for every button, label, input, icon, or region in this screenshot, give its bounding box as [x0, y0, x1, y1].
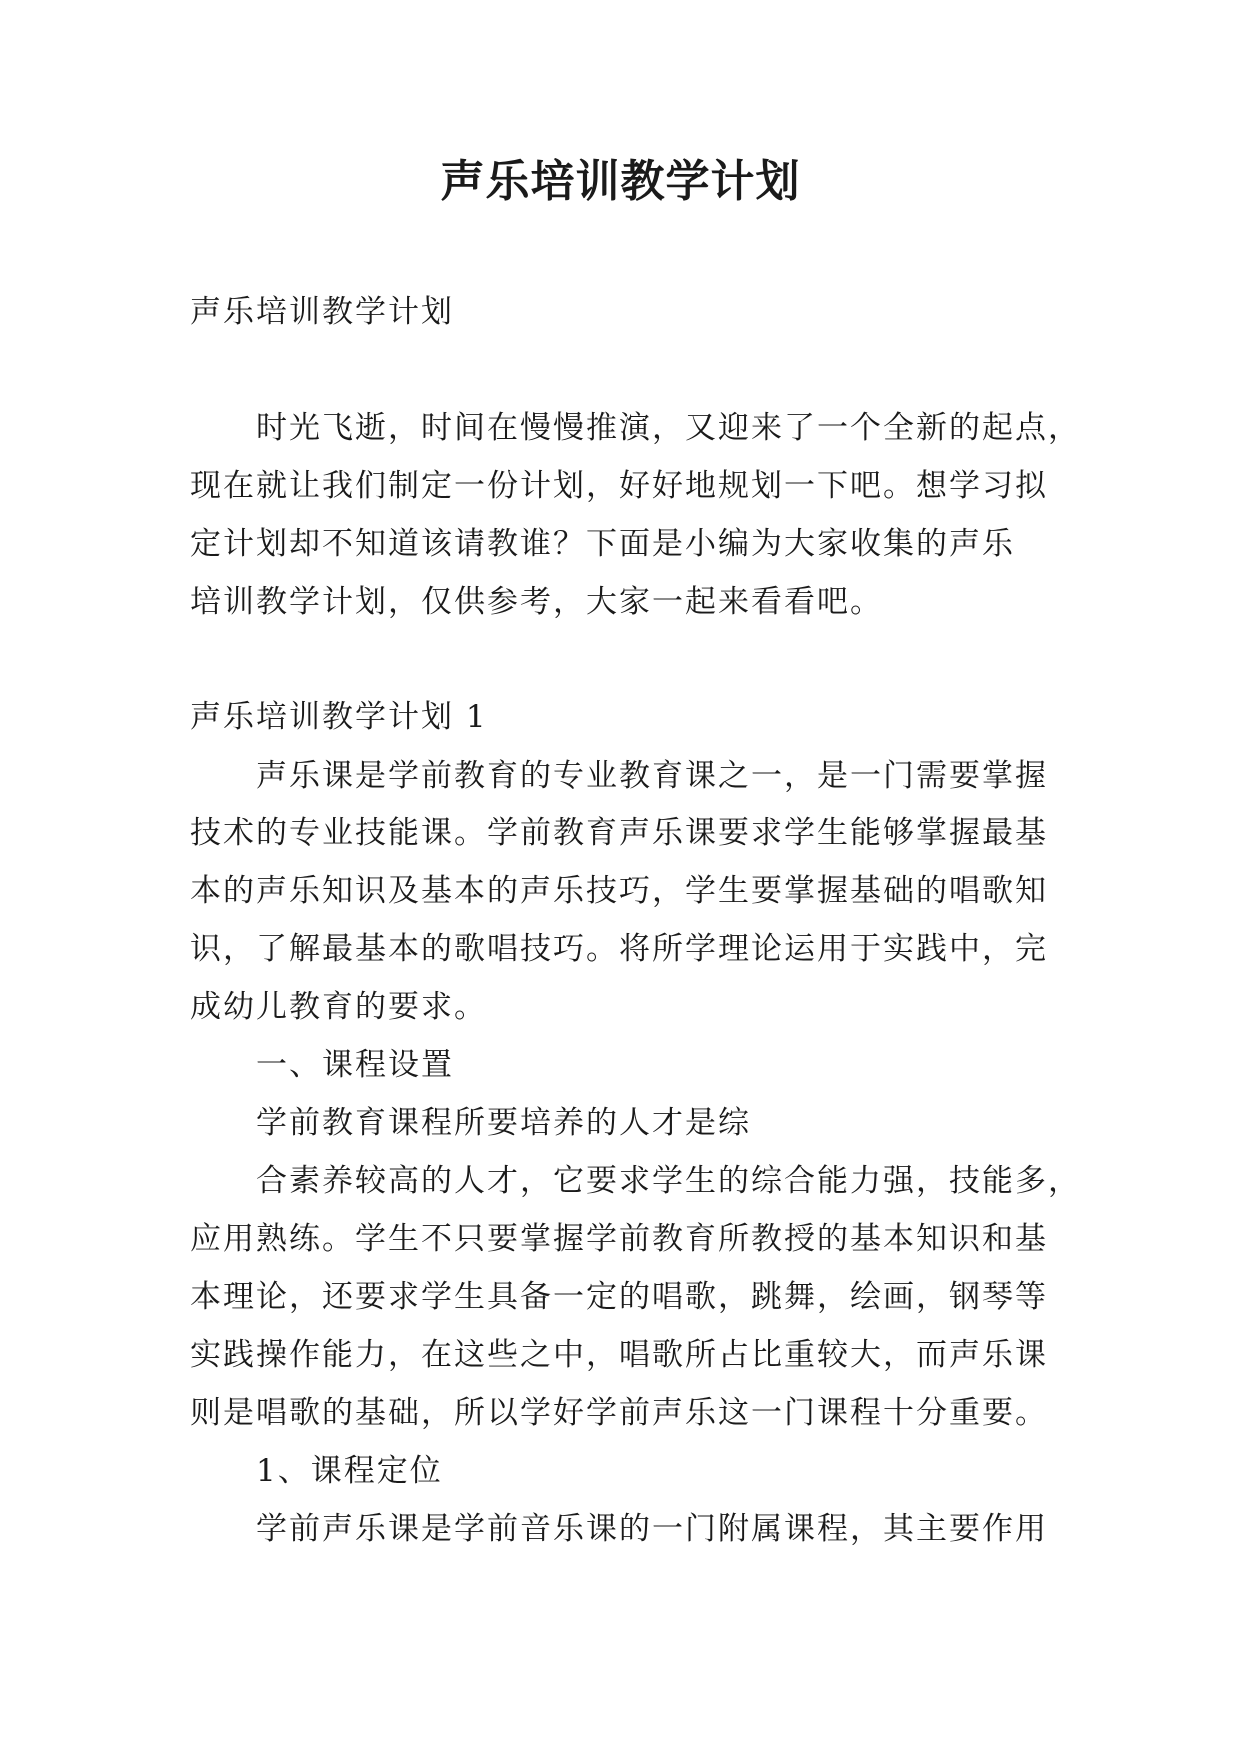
body-line: 识，了解最基本的歌唱技巧。将所学理论运用于实践中，完 — [190, 931, 1048, 967]
body-line: 则是唱歌的基础，所以学好学前声乐这一门课程十分重要。 — [190, 1395, 1048, 1431]
intro-line: 培训教学计划，仅供参考，大家一起来看看吧。 — [190, 584, 883, 620]
section-subheading: 1、课程定位 — [256, 1453, 443, 1489]
document-subtitle: 声乐培训教学计划 — [190, 294, 454, 330]
section-heading: 声乐培训教学计划 1 — [190, 699, 488, 735]
body-line: 声乐课是学前教育的专业教育课之一，是一门需要掌握 — [256, 758, 1048, 794]
section-subheading: 一、课程设置 — [256, 1047, 454, 1083]
body-line: 实践操作能力，在这些之中，唱歌所占比重较大，而声乐课 — [190, 1337, 1048, 1373]
body-line: 应用熟练。学生不只要掌握学前教育所教授的基本知识和基 — [190, 1221, 1048, 1257]
body-line: 合素养较高的人才，它要求学生的综合能力强，技能多， — [256, 1163, 1081, 1199]
body-line: 学前声乐课是学前音乐课的一门附属课程，其主要作用 — [256, 1511, 1048, 1547]
document-title: 声乐培训教学计划 — [440, 156, 801, 207]
body-line: 学前教育课程所要培养的人才是综 — [256, 1105, 751, 1141]
body-line: 本理论，还要求学生具备一定的唱歌，跳舞，绘画，钢琴等 — [190, 1279, 1048, 1315]
body-line: 技术的专业技能课。学前教育声乐课要求学生能够掌握最基 — [190, 815, 1048, 851]
body-line: 成幼儿教育的要求。 — [190, 989, 487, 1025]
intro-line: 现在就让我们制定一份计划，好好地规划一下吧。想学习拟 — [190, 468, 1048, 504]
intro-line: 时光飞逝，时间在慢慢推演，又迎来了一个全新的起点， — [256, 410, 1081, 446]
body-line: 本的声乐知识及基本的声乐技巧，学生要掌握基础的唱歌知 — [190, 873, 1048, 909]
intro-line: 定计划却不知道该请教谁？下面是小编为大家收集的声乐 — [190, 526, 1015, 562]
